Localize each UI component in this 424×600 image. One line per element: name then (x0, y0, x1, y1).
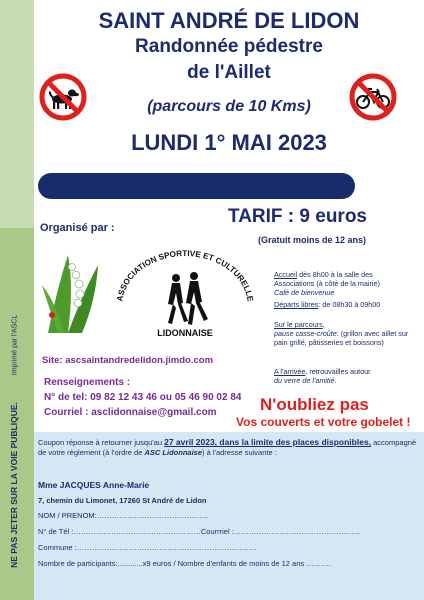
event-date: LUNDI 1° MAI 2023 (131, 130, 327, 155)
accueil-label: Accueil (274, 270, 298, 279)
email-address[interactable]: Courriel : asclidonnaise@gmail.com (44, 407, 217, 418)
association-logo (110, 248, 260, 348)
renseignements-label: Renseignements : (44, 377, 131, 388)
info-accueil (274, 270, 414, 297)
coupon-deadline: 27 avril 2023, dans la limite des places disponibles, (164, 437, 372, 447)
site-link[interactable]: Site: ascsaintandredelidon.jimdo.com (42, 355, 214, 366)
lily-of-the-valley-icon (38, 245, 106, 335)
coupon-tel-field[interactable]: N° de Tél :……………………………………………Courrriel :…………………………………………… (38, 527, 362, 536)
parcours-label: Sur le parcours (274, 320, 323, 329)
left-band-top (0, 0, 34, 228)
coupon-recipient-name: Mme JACQUES Anne-Marie (38, 480, 150, 490)
coupon-nom-field[interactable]: NOM / PRENOM:……………………………………… (38, 511, 210, 520)
coupon-commune-field[interactable]: Commune :……………………………………………………………… (38, 543, 257, 552)
svg-text:ASSOCIATION SPORTIVE ET CULTUR (115, 249, 255, 303)
verre-text: du verre de l'amitié (274, 376, 335, 385)
tarif-price: TARIF : 9 euros (228, 206, 367, 227)
title-village: SAINT ANDRÉ DE LIDON (98, 8, 360, 33)
reminder-couverts: Vos couverts et votre gobelet ! (236, 415, 411, 429)
departs-text: : de 08h30 à 09h00 (318, 300, 381, 309)
coupon-recipient-address: 7, chemin du Limonet, 17260 St André de Lidon (38, 496, 207, 505)
cafe-text: Café de bienvenue (274, 288, 335, 297)
parcours-text: , (322, 320, 325, 329)
no-dogs-icon (38, 72, 88, 122)
logo-bottom-text: LIDONNAISE (157, 328, 213, 338)
arrivee-text: , retrouvailles autour (305, 367, 371, 376)
pause-text: pause casse-croûte (274, 329, 337, 338)
info-arrivee: A l'arrivée, retrouvailles autour du verre de l'amitié. (274, 367, 371, 385)
imprime-par-text: Imprimé par l'ASCL (11, 314, 19, 376)
ne-pas-jeter-text: NE PAS JETER SUR LA VOIE PUBLIQUE. (9, 402, 19, 568)
tarif-gratuit: (Gratuit moins de 12 ans) (258, 235, 367, 245)
renseignements-block (44, 375, 241, 420)
departs-label: Départs libres (274, 300, 319, 309)
organise-label: Organisé par : (40, 222, 115, 234)
coupon-asc: ASC Lidonnaise (144, 448, 203, 458)
info-departs (274, 300, 414, 309)
accueil-text: dès 8h00 à la salle des Associations (à côté de la mairie) (274, 270, 380, 288)
logo-arc-text: ASSOCIATION SPORTIVE ET CULTURELLE (115, 248, 255, 303)
coupon-intro: Coupon réponse à retourner jusqu'au 27 avril 2023, dans la limite des places disponibles, accompagné de votre règlement (à l'ordre de ASC Lidonnaise) à l'adresse suivante : (38, 437, 417, 458)
parcours-length: (parcours de 10 Kms) (147, 98, 311, 115)
reminder-heading: N'oubliez pas (260, 395, 369, 414)
banner-bar (38, 173, 355, 199)
title-randonnee: Randonnée pédestre (135, 36, 323, 57)
coupon-participants-field[interactable]: Nombre de participants:............x9 euros / Nombre d'enfants de moins de 12 ans ………. (38, 559, 331, 568)
pause-detail: : (grillon avec aillet sur pain grillé, pâtisseries et boissons) (274, 329, 409, 347)
phone-numbers: N° de tel: 09 82 12 43 46 ou 05 46 90 02 84 (44, 392, 242, 403)
arrivee-label: A l'arrivée (274, 367, 306, 376)
no-bicycles-icon (348, 72, 398, 122)
info-parcours (274, 320, 414, 347)
title-aillet: de l'Aillet (187, 62, 271, 83)
